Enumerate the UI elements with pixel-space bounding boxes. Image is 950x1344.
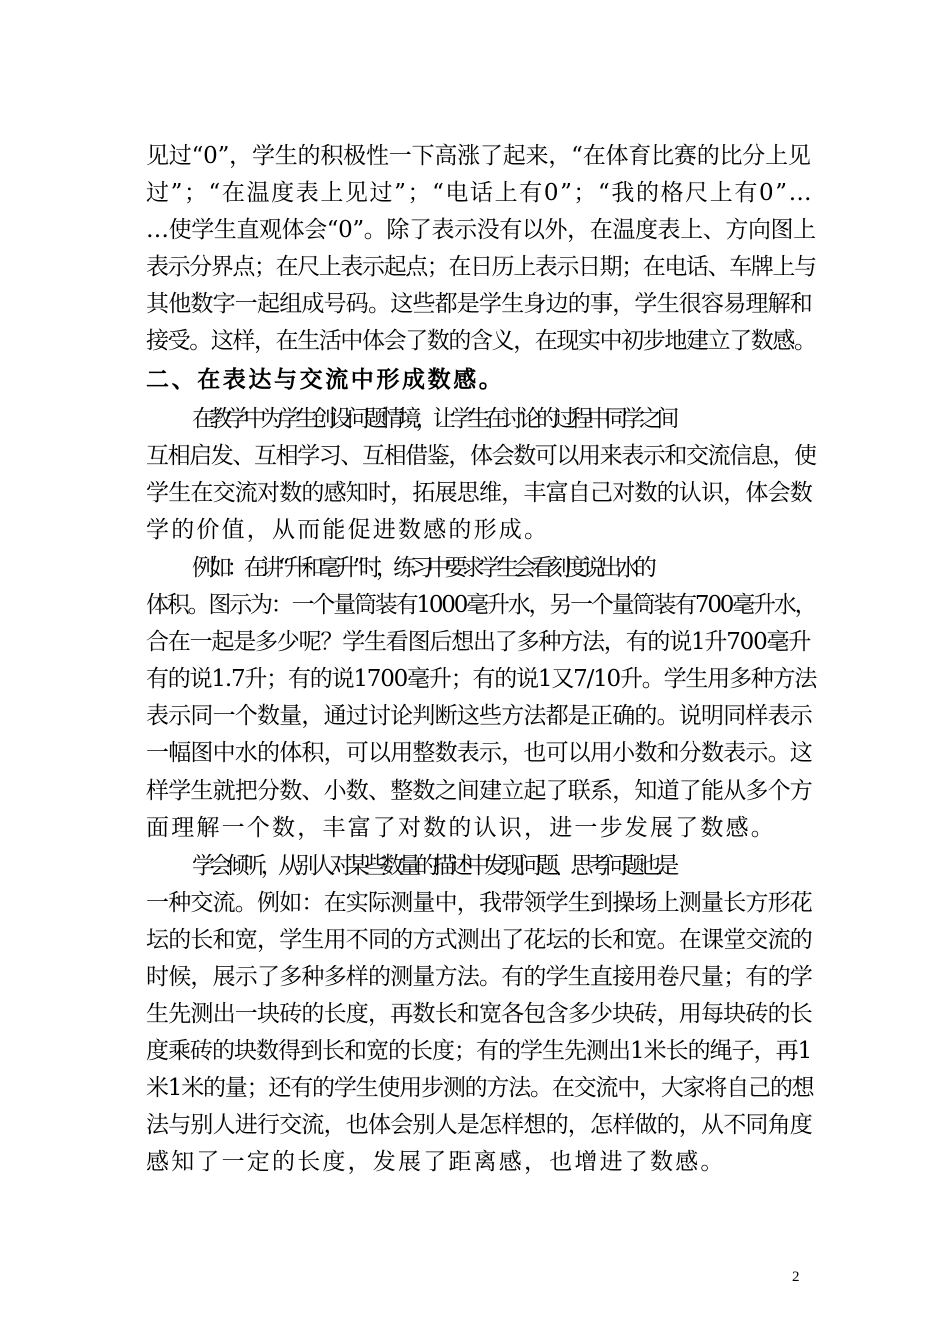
text-line: 有的说1.7升；有的说1700毫升；有的说1又7/10升。学生用多种方法: [146, 666, 817, 692]
text-line: 感知了一定的长度，发展了距离感，也增进了数感。: [146, 1149, 726, 1175]
text-line: 生先测出一块砖的长度，再数长和宽各包含多少块砖，用每块砖的长: [146, 1001, 813, 1027]
text-line: 合在一起是多少呢？学生看图后想出了多种方法，有的说1升700毫升: [146, 629, 811, 655]
text-line: 互相启发、互相学习、互相借鉴，体会数可以用来表示和交流信息，使: [146, 443, 816, 469]
text-line: 度乘砖的块数得到长和宽的长度；有的学生先测出1米长的绳子，再1: [146, 1038, 812, 1064]
text-line: 学的价值，从而能促进数感的形成。: [146, 517, 550, 543]
text-line: 法与别人进行交流，也体会别人是怎样想的，怎样做的，从不同角度: [146, 1112, 813, 1138]
text-line: …使学生直观体会“0”。除了表示没有以外，在温度表上、方向图上: [146, 217, 816, 243]
text-line: 接受。这样，在生活中体会了数的含义，在现实中初步地建立了数感。: [146, 328, 816, 354]
text-line: 体积。图示为：一个量筒装有1000毫升水，另一个量筒装有700毫升水，: [146, 592, 816, 618]
text-line: 表示同一个数量，通过讨论判断这些方法都是正确的。说明同样表示: [146, 703, 813, 729]
text-line: 过”；“在温度表上见过”；“电话上有0”；“我的格尺上有0”…: [146, 180, 814, 206]
text-line: 时候，展示了多种多样的测量方法。有的学生直接用卷尺量；有的学: [146, 964, 813, 990]
section-heading: 二、在表达与交流中形成数感。: [146, 366, 505, 393]
paragraph-first-line: 例如：在讲“升和毫升”时，练习中要求学生会看刻度说出水的: [192, 555, 652, 581]
text-line: 坛的长和宽，学生用不同的方式测出了花坛的长和宽。在课堂交流的: [146, 927, 813, 953]
page-number: 2: [792, 1269, 800, 1285]
text-line: 米1米的量；还有的学生使用步测的方法。在交流中，大家将自己的想: [146, 1075, 814, 1101]
text-line: 表示分界点；在尺上表示起点；在日历上表示日期；在电话、车牌上与: [146, 254, 816, 280]
paragraph-first-line: 学会倾听，从别人对某些数量的描述中发现问题、思考问题也是: [192, 853, 674, 879]
text-line: 学生在交流对数的感知时，拓展思维，丰富自己对数的认识，体会数: [146, 480, 813, 506]
paragraph-first-line: 在教学中为学生创设问题情境，让学生在讨论的过程中同学之间: [192, 406, 674, 432]
text-line: 其他数字一起组成号码。这些都是学生身边的事，学生很容易理解和: [146, 291, 813, 317]
text-line: 一种交流。例如：在实际测量中，我带领学生到操场上测量长方形花: [146, 890, 813, 916]
text-line: 样学生就把分数、小数、整数之间建立起了联系，知道了能从多个方: [146, 778, 813, 804]
text-line: 面理解一个数，丰富了对数的认识，进一步发展了数感。: [146, 815, 776, 841]
text-line: 一幅图中水的体积，可以用整数表示，也可以用小数和分数表示。这: [146, 740, 813, 766]
text-line: 见过“0”，学生的积极性一下高涨了起来，“在体育比赛的比分上见: [146, 143, 811, 169]
